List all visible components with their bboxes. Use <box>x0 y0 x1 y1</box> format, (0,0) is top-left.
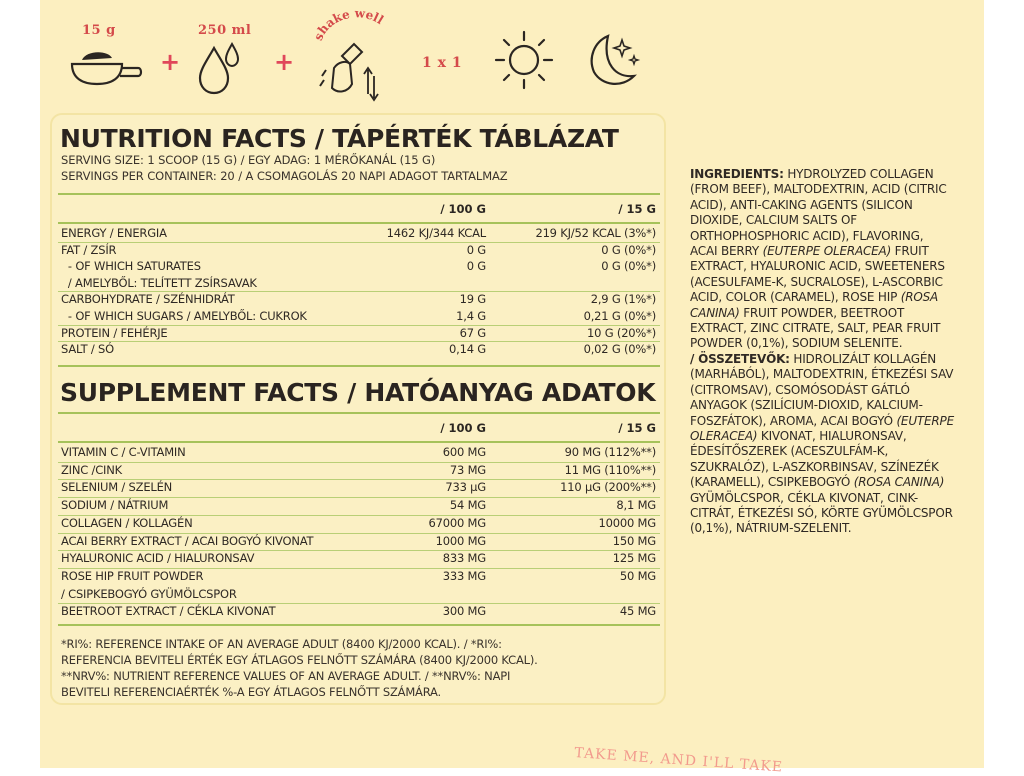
row-value-15g: 45 MG <box>619 604 656 619</box>
shake-well-label: shake well <box>311 6 387 43</box>
row-label: - OF WHICH SATURATES <box>61 259 201 274</box>
row-value-15g: 50 MG <box>619 568 656 583</box>
scoop-icon <box>68 42 146 88</box>
row-value-15g: 110 µG (200%**) <box>560 480 656 495</box>
supplement-facts-title: SUPPLEMENT FACTS / HATÓANYAG ADATOK <box>60 378 656 407</box>
row-value-15g: 10000 MG <box>598 515 656 530</box>
ingredients-hu-italic: (EUTERPE OLERACEA) <box>690 413 954 443</box>
ingredients-hu-italic: (ROSA CANINA) <box>853 475 945 490</box>
row-value-15g: 11 MG (110%**) <box>564 462 656 477</box>
row-label: VITAMIN C / C-VITAMIN <box>61 445 186 459</box>
row-value-100g: 1000 MG <box>435 533 486 548</box>
frequency-label: 1 x 1 <box>422 55 463 71</box>
row-value-15g: 0 G (0%*) <box>601 242 656 257</box>
row-value-15g: 8,1 MG <box>616 498 656 513</box>
ingredients-hu-text: KIVONAT, HIALURONSAV, ÉDESÍTŐSZEREK (ACESZULFÁM-K, SZUKRALÓZ), L-ASZKORBINSAV, SZÍNEZÉK (KARAMELL), CSIPKEBOGYÓ <box>690 428 939 490</box>
row-value-100g: 733 µG <box>445 480 486 495</box>
ingredients-en-label: INGREDIENTS: <box>690 167 784 181</box>
row-value-100g: 1462 KJ/344 KCAL <box>386 226 486 240</box>
row-value-15g: 219 KJ/52 KCAL (3%*) <box>535 226 656 240</box>
row-label: SALT / SÓ <box>61 342 114 357</box>
plus-sign: + <box>274 48 295 76</box>
footnote-line: **NRV%: NUTRIENT REFERENCE VALUES OF AN AVERAGE ADULT. / **NRV%: NAPI <box>61 669 511 683</box>
shake-well-icon <box>311 6 402 106</box>
footnote-line: *RI%: REFERENCE INTAKE OF AN AVERAGE ADULT (8400 KJ/2000 KCAL). / *RI%: <box>61 637 502 651</box>
footnotes <box>61 636 671 700</box>
row-label: ROSE HIP FRUIT POWDER <box>61 568 204 583</box>
table-rule <box>58 365 660 367</box>
row-label: ZINC /CINK <box>61 462 122 477</box>
row-value-100g: 0 G <box>466 242 486 257</box>
row-value-15g: 10 G (20%*) <box>587 325 656 340</box>
ingredients-en-italic: (EUTERPE OLERACEA) <box>762 244 892 259</box>
row-value-15g: 0,21 G (0%*) <box>583 309 656 323</box>
table-rule <box>58 441 660 443</box>
row-value-15g: 0 G (0%*) <box>601 259 656 274</box>
row-label: ENERGY / ENERGIA <box>61 226 167 240</box>
sun-icon <box>494 28 554 88</box>
table-rule <box>58 412 660 414</box>
serving-size: SERVING SIZE: 1 SCOOP (15 G) / EGY ADAG: 1 MÉRŐKANÁL (15 G) <box>61 153 436 167</box>
moon-icon <box>586 30 646 90</box>
ingredients-text <box>690 167 954 537</box>
row-label: / CSIPKEBOGYÓ GYÜMÖLCSPOR <box>61 586 237 601</box>
row-value-100g: 333 MG <box>442 568 486 583</box>
row-value-100g: 600 MG <box>442 445 486 459</box>
row-label: ACAI BERRY EXTRACT / ACAI BOGYÓ KIVONAT <box>61 533 314 548</box>
row-label: / AMELYBŐL: TELÍTETT ZSÍRSAVAK <box>61 275 257 290</box>
row-value-100g: 0 G <box>466 259 486 274</box>
ingredients-hu-text: HIDROLIZÁLT KOLLAGÉN (MARHÁBÓL), MALTODEXTRIN, ÉTKEZÉSI SAV (CITROMSAV), CSOMÓSODÁST GÁTLÓ ANYAGOK (SZILÍCIUM-DIOXID, KALCIUM-FOSZFÁTOK), AROMA, ACAI BOGYÓ <box>690 351 954 428</box>
table-rule <box>58 193 660 195</box>
row-value-100g: 300 MG <box>442 604 486 619</box>
row-value-15g: 2,9 G (1%*) <box>590 292 656 307</box>
nutrition-col-100g: / 100 G <box>440 202 486 216</box>
row-label: PROTEIN / FEHÉRJE <box>61 325 168 340</box>
row-label: - OF WHICH SUGARS / AMELYBŐL: CUKROK <box>61 309 307 323</box>
plus-sign: + <box>160 48 181 76</box>
row-value-15g: 90 MG (112%**) <box>564 445 656 459</box>
row-label: SELENIUM / SZELÉN <box>61 480 173 495</box>
row-label: FAT / ZSÍR <box>61 242 117 257</box>
table-rule <box>58 624 660 626</box>
ingredients-en-text: FRUIT EXTRACT, HYALURONIC ACID, SWEETENERS (ACESULFAME-K, SUCRALOSE), L-ASCORBIC ACID, COLOR (CARAMEL), ROSE HIP <box>690 244 945 305</box>
row-value-100g: 73 MG <box>449 462 486 477</box>
supplement-col-15g: / 15 G <box>618 421 656 435</box>
row-value-15g: 0,02 G (0%*) <box>583 342 656 357</box>
row-label: HYALURONIC ACID / HIALURONSAV <box>61 551 255 566</box>
ingredients-en-italic: (ROSA CANINA) <box>690 290 939 320</box>
usage-instructions <box>0 0 1024 110</box>
row-value-100g: 67 G <box>459 325 486 340</box>
row-value-100g: 54 MG <box>449 498 486 513</box>
scoop-amount: 15 g <box>82 23 116 38</box>
ingredients-hu-label: / ÖSSZETEVŐK: <box>690 351 790 366</box>
row-label: CARBOHYDRATE / SZÉNHIDRÁT <box>61 292 235 307</box>
supplement-col-100g: / 100 G <box>440 421 486 435</box>
ingredients-en-text: FRUIT POWDER, BEETROOT EXTRACT, ZINC CITRATE, SALT, PEAR FRUIT POWDER (0,1%), SODIUM SELENITE. <box>690 305 941 351</box>
row-value-15g: 125 MG <box>612 551 656 566</box>
row-value-100g: 1,4 G <box>456 309 486 323</box>
row-label: SODIUM / NÁTRIUM <box>61 498 169 513</box>
svg-text:shake well <box>311 6 386 42</box>
row-value-100g: 67000 MG <box>428 515 486 530</box>
footnote-line: REFERENCIA BEVITELI ÉRTÉK EGY ÁTLAGOS FELNŐTT SZÁMÁRA (8400 KJ/2000 KCAL). <box>61 653 538 667</box>
row-value-100g: 19 G <box>459 292 486 307</box>
table-rule <box>58 222 660 224</box>
row-label: BEETROOT EXTRACT / CÉKLA KIVONAT <box>61 604 276 619</box>
ingredients-en-text: HYDROLYZED COLLAGEN (FROM BEEF), MALTODEXTRIN, ACID (CITRIC ACID), ANTI-CAKING AGENTS (SILICON DIOXIDE, CALCIUM SALTS OF ORTHOPHOSPHORIC ACID), FLAVORING, ACAI BERRY <box>690 167 947 259</box>
row-value-15g: 150 MG <box>612 533 656 548</box>
water-drops-icon <box>198 40 242 96</box>
row-label: COLLAGEN / KOLLAGÉN <box>61 515 193 530</box>
servings-per-container: SERVINGS PER CONTAINER: 20 / A CSOMAGOLÁS 20 NAPI ADAGOT TARTALMAZ <box>61 169 508 183</box>
tagline: TAKE ME, AND I'LL TAKE <box>573 745 784 776</box>
footnote-line: BEVITELI REFERENCIAÉRTÉK %-A EGY ÁTLAGOS FELNŐTT SZÁMÁRA. <box>61 685 441 699</box>
nutrition-col-15g: / 15 G <box>618 202 656 216</box>
water-amount: 250 ml <box>198 23 252 38</box>
ingredients-hu-text: GYÜMÖLCSPOR, CÉKLA KIVONAT, CINK-CITRÁT, ÉTKEZÉSI SÓ, KÖRTE GYÜMÖLCSPOR (0,1%), NÁTRIUM-SZELENIT. <box>690 490 953 536</box>
row-value-100g: 0,14 G <box>449 342 486 357</box>
row-value-100g: 833 MG <box>442 551 486 566</box>
nutrition-facts-title: NUTRITION FACTS / TÁPÉRTÉK TÁBLÁZAT <box>60 124 619 153</box>
